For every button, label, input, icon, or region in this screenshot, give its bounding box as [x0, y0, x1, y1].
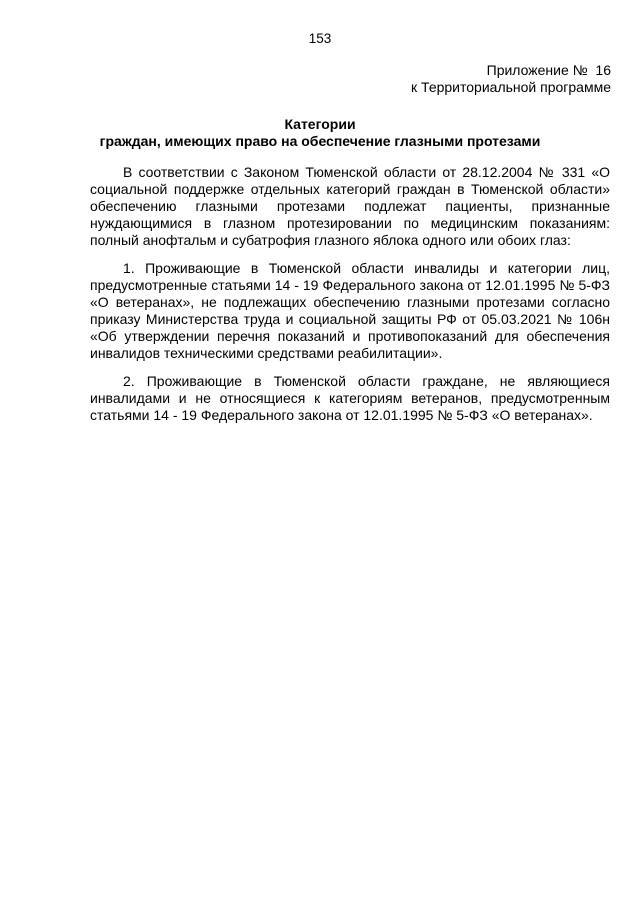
title-line-1: Категории — [284, 116, 356, 132]
appendix-number: Приложение № 16 — [486, 62, 611, 78]
list-item-1: 1. Проживающие в Тюменской области инвалиды и категории лиц, предусмотренные статьями 14 - 19 Федерального закона от 12.01.1995 № 5-ФЗ «О ветеранах», не подлежащих обеспечению глазными протезами согласно приказу Министерства труда и социальной защиты РФ от 05.03.2021 № 106н «Об утверждении перечня показаний и противопоказаний для обеспечения инвалидов техническими средствами реабилитации». — [90, 260, 610, 361]
title-line-2: граждан, имеющих право на обеспечение глазными протезами — [99, 133, 541, 149]
appendix-reference: к Территориальной программе — [411, 79, 611, 95]
document-body — [90, 164, 610, 435]
document-title — [60, 116, 580, 150]
intro-paragraph: В соответствии с Законом Тюменской области от 28.12.2004 № 331 «О социальной поддержке отдельных категорий граждан в Тюменской области» обеспечению глазными протезами подлежат пациенты, признанные нуждающимися в глазном протезировании по медицинским показаниям: полный анофтальм и субатрофия глазного яблока одного или обоих глаз: — [90, 164, 610, 248]
appendix-header — [411, 62, 611, 96]
list-item-2: 2. Проживающие в Тюменской области граждане, не являющиеся инвалидами и не относящиеся к категориям ветеранов, предусмотренным статьями 14 - 19 Федерального закона от 12.01.1995 № 5-ФЗ «О ветеранах». — [90, 373, 610, 423]
page-number: 153 — [308, 31, 332, 46]
